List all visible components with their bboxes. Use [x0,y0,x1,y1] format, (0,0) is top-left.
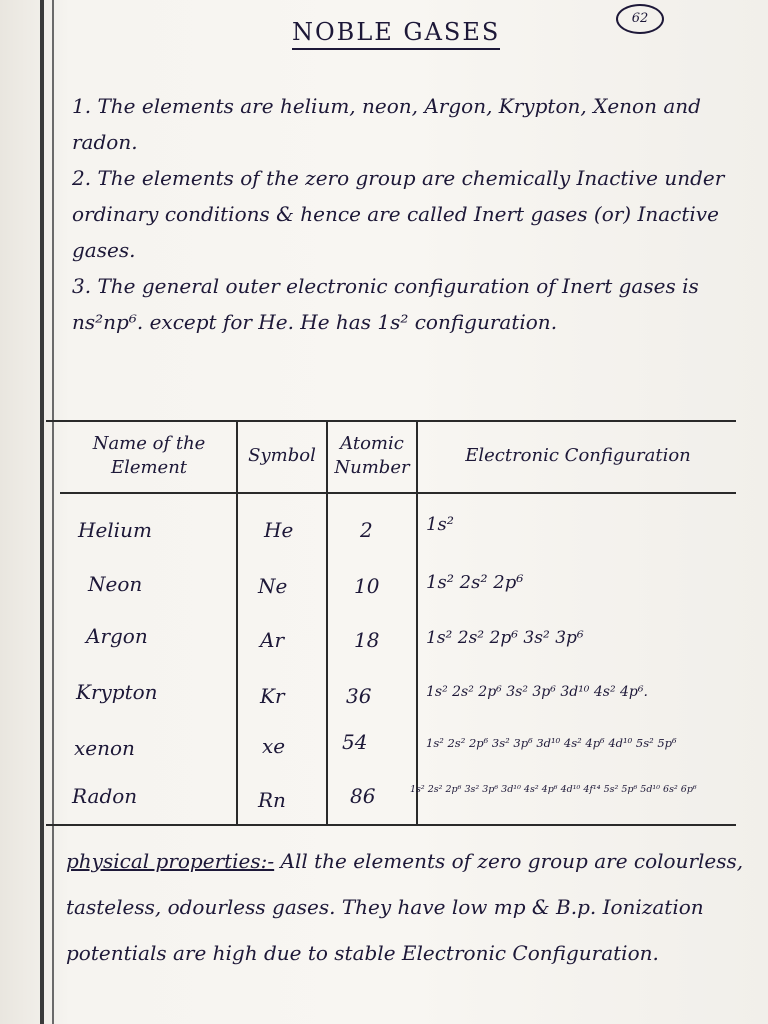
physical-properties-text: All the elements of zero group are colourless, tasteless, odourless gases. They have low mp & B.p. Ionization potentials are high due to stable Electronic Configuration. [66,849,744,965]
point-3: 3. The general outer electronic configuration of Inert gases is ns²np⁶. except for He. He has 1s² configuration. [72,274,699,334]
table-cell-name: Radon [72,784,138,808]
table-cell-config: 1s² [426,514,454,535]
table-cell-symbol: Ne [258,574,288,598]
table-cell-config: 1s² 2s² 2p⁶ 3s² 3p⁶ 3d¹⁰ 4s² 4p⁶ 4d¹⁰ 5s² 5p⁶ [426,736,677,750]
table-cell-number: 54 [342,730,368,754]
table-cell-config: 1s² 2s² 2p⁶ 3s² 3p⁶ 3d¹⁰ 4s² 4p⁶. [426,684,648,700]
table-cell-symbol: Rn [258,788,286,812]
table-header-configuration: Electronic Configuration [465,445,691,466]
table-cell-symbol: Kr [260,684,285,708]
physical-properties [66,838,746,976]
table-cell-symbol: xe [262,734,286,758]
table-cell-name: Helium [78,518,152,542]
physical-properties-label: physical properties:- [66,849,275,873]
table-cell-number: 18 [354,628,380,652]
table-bottom-border [46,824,736,826]
table-cell-name: xenon [74,736,135,760]
table-cell-config: 1s² 2s² 2p⁶ 3s² 3p⁶ 3d¹⁰ 4s² 4p⁶ 4d¹⁰ 4f¹⁴ 5s² 5p⁶ 5d¹⁰ 6s² 6p⁶ [410,784,697,795]
notebook-margin-line [52,0,54,1024]
page-title: NOBLE GASES [292,18,500,50]
table-cell-config: 1s² 2s² 2p⁶ [426,572,524,593]
page-number: 62 [616,4,664,34]
notebook-spine [40,0,44,1024]
table-cell-symbol: Ar [260,628,285,652]
table-cell-name: Argon [86,624,148,648]
table-column-divider [236,420,238,824]
table-cell-number: 10 [354,574,380,598]
table-cell-number: 2 [360,518,373,542]
table-cell-name: Neon [88,572,143,596]
table-cell-name: Krypton [76,680,158,704]
point-1: 1. The elements are helium, neon, Argon, Krypton, Xenon and radon. [72,94,701,154]
table-cell-config: 1s² 2s² 2p⁶ 3s² 3p⁶ [426,628,584,648]
table-cell-symbol: He [264,518,294,542]
point-2: 2. The elements of the zero group are chemically Inactive under ordinary conditions & hence are called Inert gases (or) Inactive gases. [72,166,725,262]
table-column-divider [326,420,328,824]
table-column-divider [416,420,418,824]
table-header-atomic-number: Atomic Number [334,433,410,478]
table-cell-number: 86 [350,784,376,808]
table-header-name: Name of the Element [92,433,206,478]
table-header-divider [60,492,736,494]
table-top-border [46,420,736,422]
table-header-symbol: Symbol [248,445,316,466]
table-cell-number: 36 [346,684,372,708]
